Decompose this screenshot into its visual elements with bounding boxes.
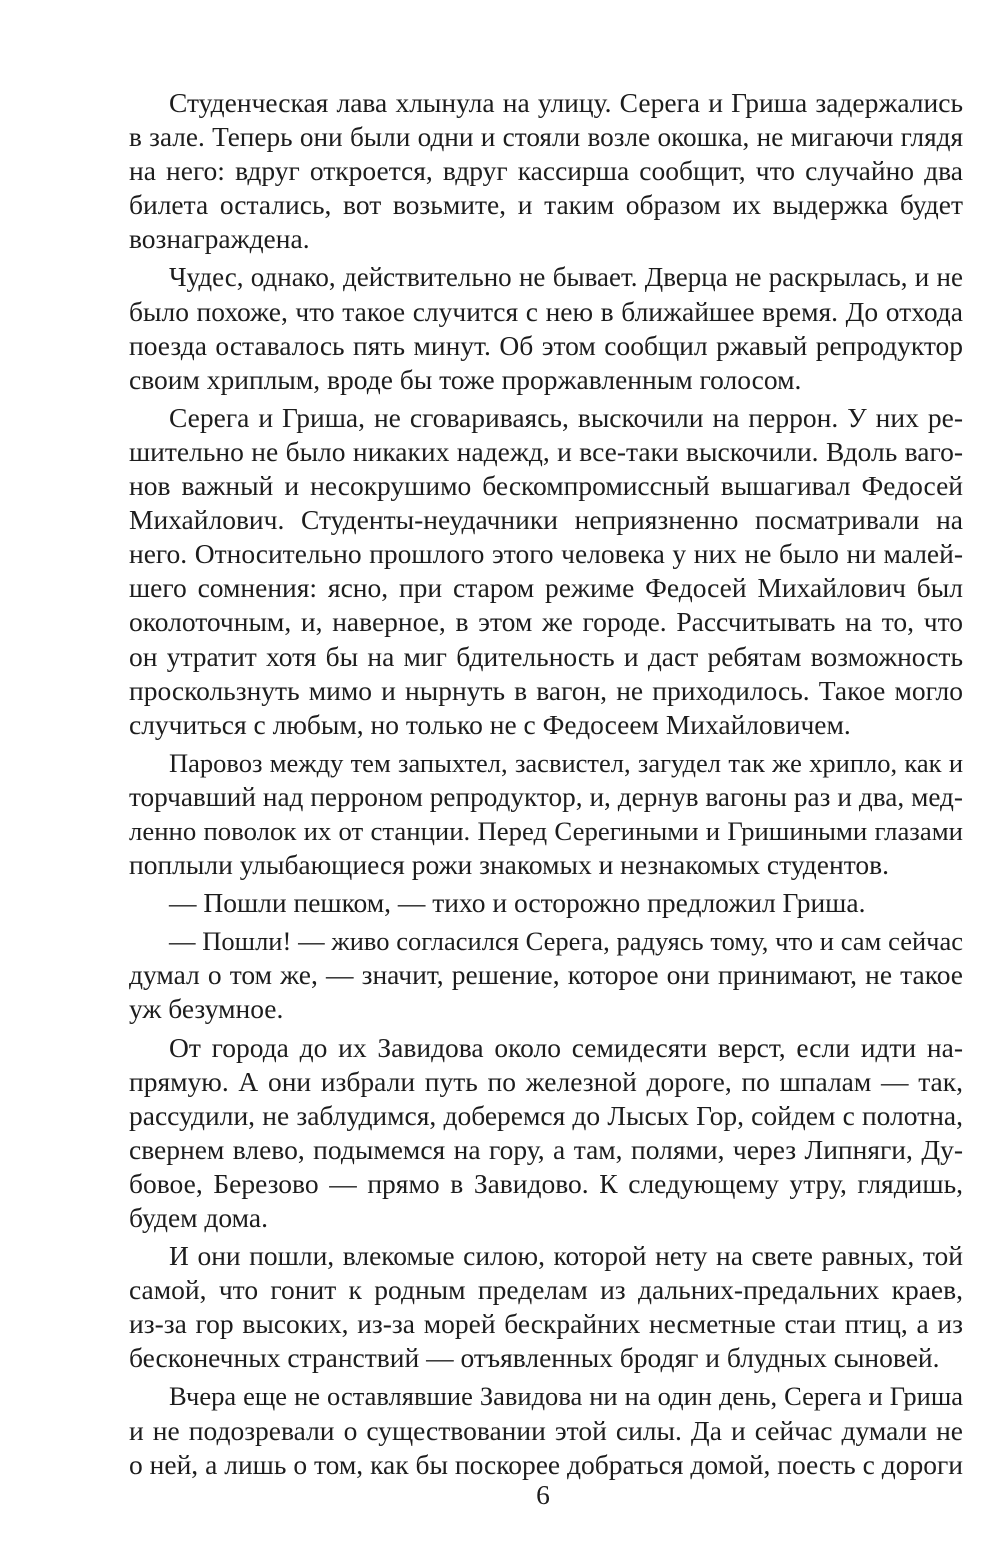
- text-line: торчавший над перроном репродуктор, и, дернув вагоны раз и два, мед-: [129, 781, 963, 812]
- paragraph: [129, 886, 963, 920]
- text-line: От города до их Завидова около семидесяти верст, если идти на-: [169, 1031, 963, 1063]
- text-line: поезда оставалось пять минут. Об этом сообщил ржавый репродуктор: [129, 329, 963, 361]
- paragraph: [129, 1379, 963, 1481]
- text-line: Михайлович. Студенты-неудачники неприязненно посматривали на: [129, 504, 963, 536]
- text-line: бовое, Березово — прямо в Завидово. К следующему утру, глядишь,: [129, 1167, 963, 1199]
- text-line: Вчера еще не оставлявшие Завидова ни на один день, Серега и Гриша: [169, 1381, 963, 1412]
- text-line: рассудили, не заблудимся, доберемся до Лысых Гор, сойдем с полотна,: [129, 1099, 963, 1131]
- text-line: нов важный и несокрушимо бескомпромиссный вышагивал Федосей: [129, 470, 963, 502]
- text-line: из-за гор высоких, из-за морей бескрайних несметные стаи птиц, а из: [129, 1308, 963, 1340]
- text-line: Серега и Гриша, не сговариваясь, выскочили на перрон. У них ре-: [169, 401, 963, 433]
- text-line: было похоже, что такое случится с нею в ближайшее время. До отхода: [129, 295, 963, 327]
- paragraph: [129, 86, 963, 256]
- text-line: него. Относительно прошлого этого человека у них не было ни малей-: [129, 538, 963, 570]
- text-line: Студенческая лава хлынула на улицу. Серега и Гриша задержались: [169, 87, 963, 118]
- text-line: шительно не было никаких надежд, и все-таки выскочили. Вдоль ваго-: [129, 435, 963, 467]
- text-line: проскользнуть мимо и нырнуть в вагон, не приходилось. Такое могло: [129, 674, 963, 706]
- text-line: в зале. Теперь они были одни и стояли возле окошка, не мигаючи глядя: [129, 122, 963, 153]
- paragraph: [129, 1031, 963, 1236]
- text-line: и не подозревали о существовании этой силы. Да и сейчас думали не: [129, 1414, 963, 1446]
- text-line: вознаграждена.: [129, 223, 310, 255]
- text-line: ленно поволок их от станции. Перед Серегиными и Гришиными глазами: [129, 815, 963, 846]
- text-line: о ней, а лишь о том, как бы поскорее добраться домой, поесть с дороги: [129, 1448, 963, 1480]
- text-line: билета остались, вот возьмите, и таким образом их выдержка будет: [129, 189, 963, 221]
- paragraph: [129, 260, 963, 396]
- text-line: шего сомнения: ясно, при старом режиме Федосей Михайлович был: [129, 572, 963, 604]
- text-line: будем дома.: [129, 1202, 268, 1233]
- page-number: 6: [536, 1479, 550, 1510]
- body-text: [129, 86, 963, 1486]
- text-line: думал о том же, — значит, решение, которое они принимают, не такое: [129, 959, 963, 991]
- text-line: уж безумное.: [129, 993, 284, 1025]
- paragraph: [129, 1239, 963, 1375]
- text-line: И они пошли, влекомые силою, которой нету на свете равных, той: [169, 1240, 963, 1272]
- paragraph: [129, 746, 963, 882]
- text-line: он утратит хотя бы на миг бдительность и даст ребятам возможность: [129, 640, 963, 672]
- text-line: Чудес, однако, действительно не бывает. Дверца не раскрылась, и не: [169, 262, 963, 293]
- text-line: самой, что гонит к родным пределам из дальних-предальних краев,: [129, 1274, 963, 1306]
- text-line: — Пошли! — живо согласился Серега, радуясь тому, что и сам сейчас: [169, 926, 963, 957]
- text-line: поплыли улыбающиеся рожи знакомых и незнакомых студентов.: [129, 849, 889, 881]
- text-line: на него: вдруг откроется, вдруг кассирша сообщит, что случайно два: [129, 155, 963, 187]
- paragraph: [129, 924, 963, 1026]
- text-line: случиться с любым, но только не с Федосеем Михайловичем.: [129, 708, 851, 740]
- paragraph: [129, 401, 963, 742]
- text-line: бесконечных странствий — отъявленных бродяг и блудных сыновей.: [129, 1342, 940, 1374]
- text-line: околоточным, и, наверное, в этом же городе. Рассчитывать на то, что: [129, 606, 963, 638]
- text-line: прямую. А они избрали путь по железной дороге, по шпалам — так,: [129, 1065, 963, 1097]
- text-line: — Пошли пешком, — тихо и осторожно предложил Гриша.: [169, 887, 866, 919]
- text-line: свернем влево, подымемся на гору, а там, полями, через Липняги, Ду-: [129, 1133, 963, 1165]
- text-line: Паровоз между тем запыхтел, засвистел, загудел так же хрипло, как и: [169, 747, 963, 778]
- text-line: своим хриплым, вроде бы тоже проржавленным голосом.: [129, 363, 802, 395]
